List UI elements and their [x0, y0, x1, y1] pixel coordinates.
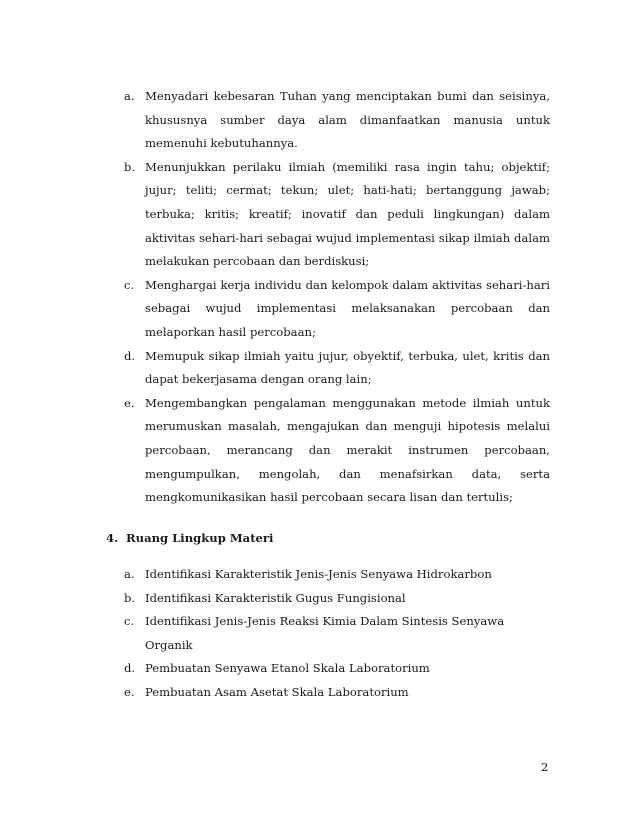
- list-marker: a.: [124, 89, 135, 103]
- page-number: 2: [541, 760, 549, 774]
- section-title: Ruang Lingkup Materi: [126, 531, 274, 545]
- list-marker: e.: [124, 684, 135, 699]
- list-item: [124, 156, 550, 274]
- list-marker: c.: [124, 277, 135, 292]
- list-marker: d.: [124, 348, 136, 363]
- list-item-text: Pembuatan Asam Asetat Skala Laboratorium: [145, 684, 409, 699]
- list-marker: c.: [124, 614, 135, 628]
- list-item-text: Identifikasi Karakteristik Jenis-Jenis Senyawa Hidrokarbon: [145, 567, 492, 581]
- section-number: 4.: [106, 531, 119, 545]
- list-marker: b.: [124, 159, 136, 174]
- list-marker: e.: [124, 395, 135, 410]
- list-item: [124, 587, 550, 611]
- list-item-text: Mengembangkan pengalaman menggunakan metode ilmiah untuk merumuskan masalah, mengajukan dan menguji hipotesis melalui percobaan, merancang dan merakit instrumen percobaan, mengumpulkan, mengolah, dan menafsirkan data, serta mengkomunikasikan hasil percobaan secara lisan dan tertulis;: [145, 395, 550, 505]
- list-item-text: Identifikasi Karakteristik Gugus Fungisional: [145, 590, 406, 605]
- list-item-text: Menunjukkan perilaku ilmiah (memiliki rasa ingin tahu; objektif; jujur; teliti; cermat; tekun; ulet; hati-hati; bertanggung jawab; terbuka; kritis; kreatif; inovatif dan peduli lingkungan) dalam aktivitas sehari-hari sebagai wujud implementasi sikap ilmiah dalam melakukan percobaan dan berdiskusi;: [145, 159, 550, 269]
- list-item: [124, 657, 550, 681]
- list-item: [124, 392, 550, 510]
- objectives-list: [124, 85, 550, 510]
- list-marker: d.: [124, 661, 136, 675]
- scope-list: [124, 563, 550, 704]
- list-item: [124, 610, 550, 657]
- list-item: [124, 345, 550, 392]
- section-heading: [106, 531, 273, 545]
- list-item-text: Memupuk sikap ilmiah yaitu jujur, obyektif, terbuka, ulet, kritis dan dapat bekerjasama dengan orang lain;: [145, 348, 550, 387]
- list-marker: b.: [124, 590, 136, 605]
- list-item-text: Identifikasi Jenis-Jenis Reaksi Kimia Dalam Sintesis Senyawa Organik: [145, 614, 505, 652]
- list-item: [124, 563, 550, 587]
- list-item: [124, 681, 550, 705]
- list-item-text: Menghargai kerja individu dan kelompok dalam aktivitas sehari-hari sebagai wujud implementasi melaksanakan percobaan dan melaporkan hasil percobaan;: [145, 277, 550, 339]
- list-item-text: Pembuatan Senyawa Etanol Skala Laboratorium: [145, 661, 430, 675]
- list-marker: a.: [124, 567, 135, 581]
- list-item: [124, 274, 550, 345]
- list-item: [124, 85, 550, 156]
- list-item-text: Menyadari kebesaran Tuhan yang menciptakan bumi dan seisinya, khususnya sumber daya alam dimanfaatkan manusia untuk memenuhi kebutuhannya.: [145, 89, 550, 151]
